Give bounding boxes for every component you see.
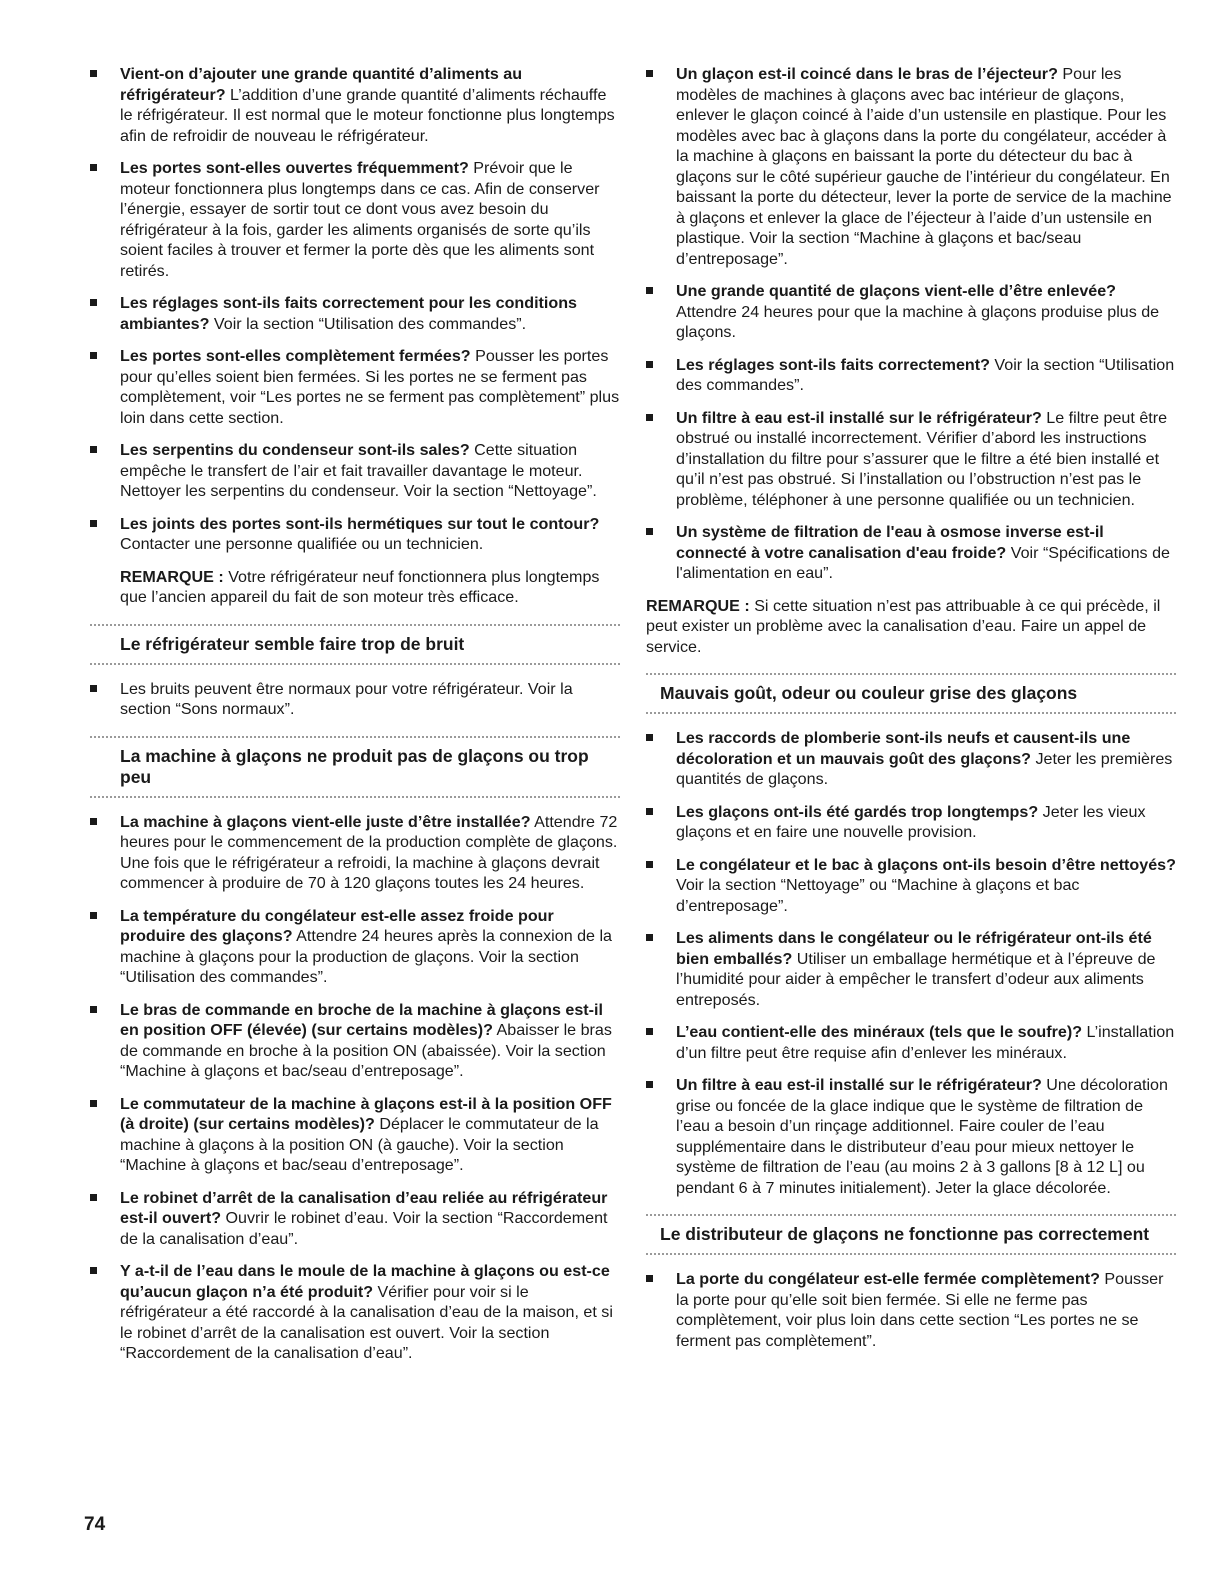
list-item: Les portes sont-elles ouvertes fréquemment? Prévoir que le moteur fonctionnera plus longtemps dans ce cas. Afin de conserver l’énergie, essayer de sortir tout ce dont vous avez besoin du réfrigérateur à la fois, garder les aliments organisés de sorte qu’ils soient faciles à trouver et fermer la porte dès que les aliments sont retirés. — [90, 158, 620, 281]
list-item: Les réglages sont-ils faits correctement pour les conditions ambiantes? Voir la section “Utilisation des commandes”. — [90, 293, 620, 334]
list-item: Les portes sont-elles complètement fermées? Pousser les portes pour qu’elles soient bien fermées. Si les portes ne se ferment pas complètement, voir “Les portes ne se ferment pas complètement” plus loin dans cette section. — [90, 346, 620, 428]
left-column — [90, 64, 620, 1376]
list-item: Le commutateur de la machine à glaçons est-il à la position OFF (à droite) (sur certains modèles)? Déplacer le commutateur de la machine à glaçons à la position ON (à gauche). Voir la section “Machine à glaçons et bac/seau d’entreposage”. — [90, 1094, 620, 1176]
list-item: Les glaçons ont-ils été gardés trop longtemps? Jeter les vieux glaçons et en faire une nouvelle provision. — [646, 802, 1176, 843]
left-list-b — [90, 679, 620, 720]
right-column — [646, 64, 1176, 1363]
list-item: Les serpentins du condenseur sont-ils sales? Cette situation empêche le transfert de l’air et fait travailler davantage le moteur. Nettoyer les serpentins du condenseur. Voir la section “Nettoyage”. — [90, 440, 620, 502]
list-item: Un filtre à eau est-il installé sur le réfrigérateur? Le filtre peut être obstrué ou installé incorrectement. Vérifier d’abord les instructions d’installation du filtre pour s’assurer que le filtre a été bien installé et qu’il n’est pas obstrué. Si l’installation ou l’obstruction n’est pas le problème, téléphoner à une personne qualifiée ou un technicien. — [646, 408, 1176, 511]
note: REMARQUE : Si cette situation n’est pas attribuable à ce qui précède, il peut exister un problème avec la canalisation d’eau. Faire un appel de service. — [646, 596, 1161, 656]
list-item: Les aliments dans le congélateur ou le réfrigérateur ont-ils été bien emballés? Utiliser un emballage hermétique et à l’épreuve de l’humidité pour aider à empêcher le transfert d’odeur aux aliments entreposés. — [646, 928, 1176, 1010]
list-item: Un filtre à eau est-il installé sur le réfrigérateur? Une décoloration grise ou foncée de la glace indique que le système de filtration de l’eau a besoin d’un rinçage additionnel. Faire couler de l’eau supplémentaire dans le distributeur d’eau pour mieux nettoyer le système de filtration de l’eau (au moins 2 à 3 gallons [8 à 12 L] ou pendant 6 à 7 minutes initialement). Jeter la glace décolorée. — [646, 1075, 1176, 1198]
list-item: Un système de filtration de l'eau à osmose inverse est-il connecté à votre canalisation d'eau froide? Voir “Spécifications de l'alimentation en eau”. — [646, 522, 1176, 584]
section-heading: Le distributeur de glaçons ne fonctionne pas correctement — [646, 1214, 1176, 1255]
list-item: Y a-t-il de l’eau dans le moule de la machine à glaçons ou est-ce qu’aucun glaçon n’a été produit? Vérifier pour voir si le réfrigérateur a été raccordé à la canalisation d’eau de la maison, et si le robinet d’arrêt de la canalisation est ouvert. Voir la section “Raccordement de la canalisation d’eau”. — [90, 1261, 620, 1364]
list-item: Les raccords de plomberie sont-ils neufs et causent-ils une décoloration et un mauvais goût des glaçons? Jeter les premières quantités de glaçons. — [646, 728, 1176, 790]
list-item: Les réglages sont-ils faits correctement? Voir la section “Utilisation des commandes”. — [646, 355, 1176, 396]
note: REMARQUE : Votre réfrigérateur neuf fonctionnera plus longtemps que l’ancien appareil du fait de son moteur très efficace. — [120, 567, 600, 606]
right-list-b — [646, 728, 1176, 1198]
right-list-a — [646, 64, 1176, 584]
list-item: Un glaçon est-il coincé dans le bras de l’éjecteur? Pour les modèles de machines à glaçons avec bac intérieur de glaçons, enlever le glaçon coincé à l’aide d’un ustensile en plastique. Pour les modèles avec bac à glaçons dans la porte du congélateur, accéder à la machine à glaçons en baissant la porte du détecteur du bac à glaçons sur le côté supérieur gauche de l’intérieur du congélateur. En baissant la porte du détecteur, lever la porte de service de la machine à glaçons et enlever la glace de l’éjecteur à l’aide d’un ustensile en plastique. Voir la section “Machine à glaçons et bac/seau d’entreposage”. — [646, 64, 1176, 269]
section-heading: Le réfrigérateur semble faire trop de bruit — [90, 624, 620, 665]
section-heading: Mauvais goût, odeur ou couleur grise des glaçons — [646, 673, 1176, 714]
list-item: Une grande quantité de glaçons vient-elle d’être enlevée? Attendre 24 heures pour que la machine à glaçons produise plus de glaçons. — [646, 281, 1176, 343]
list-item: Le robinet d’arrêt de la canalisation d’eau reliée au réfrigérateur est-il ouvert? Ouvrir le robinet d’eau. Voir la section “Raccordement de la canalisation d’eau”. — [90, 1188, 620, 1250]
list-item: Les joints des portes sont-ils hermétiques sur tout le contour? Contacter une personne qualifiée ou un technicien. — [90, 514, 620, 555]
right-list-c — [646, 1269, 1176, 1351]
left-list-c — [90, 812, 620, 1364]
list-item: Les bruits peuvent être normaux pour votre réfrigérateur. Voir la section “Sons normaux”. — [90, 679, 620, 720]
section-heading: La machine à glaçons ne produit pas de glaçons ou trop peu — [90, 736, 620, 798]
page-number: 74 — [84, 1514, 106, 1535]
list-item: Le bras de commande en broche de la machine à glaçons est-il en position OFF (élevée) (sur certains modèles)? Abaisser le bras de commande en broche à la position ON (abaissée). Voir la section “Machine à glaçons et bac/seau d’entreposage”. — [90, 1000, 620, 1082]
list-item: L’eau contient-elle des minéraux (tels que le soufre)? L’installation d’un filtre peut être requise afin d’enlever les minéraux. — [646, 1022, 1176, 1063]
list-item: La porte du congélateur est-elle fermée complètement? Pousser la porte pour qu’elle soit bien fermée. Si elle ne ferme pas complètement, voir plus loin dans cette section “Les portes ne se ferment pas complètement”. — [646, 1269, 1176, 1351]
list-item: Le congélateur et le bac à glaçons ont-ils besoin d’être nettoyés? Voir la section “Nettoyage” ou “Machine à glaçons et bac d’entreposage”. — [646, 855, 1176, 917]
list-item: La machine à glaçons vient-elle juste d’être installée? Attendre 72 heures pour le commencement de la production complète de glaçons. Une fois que le réfrigérateur a refroidi, la machine à glaçons devrait commencer à produire de 70 à 120 glaçons toutes les 24 heures. — [90, 812, 620, 894]
left-list-a — [90, 64, 620, 555]
list-item: La température du congélateur est-elle assez froide pour produire des glaçons? Attendre 24 heures après la connexion de la machine à glaçons pour la production de glaçons. Voir la section “Utilisation des commandes”. — [90, 906, 620, 988]
list-item: Vient-on d’ajouter une grande quantité d’aliments au réfrigérateur? L’addition d’une grande quantité d’aliments réchauffe le réfrigérateur. Il est normal que le moteur fonctionne plus longtemps afin de refroidir de nouveau le réfrigérateur. — [90, 64, 620, 146]
